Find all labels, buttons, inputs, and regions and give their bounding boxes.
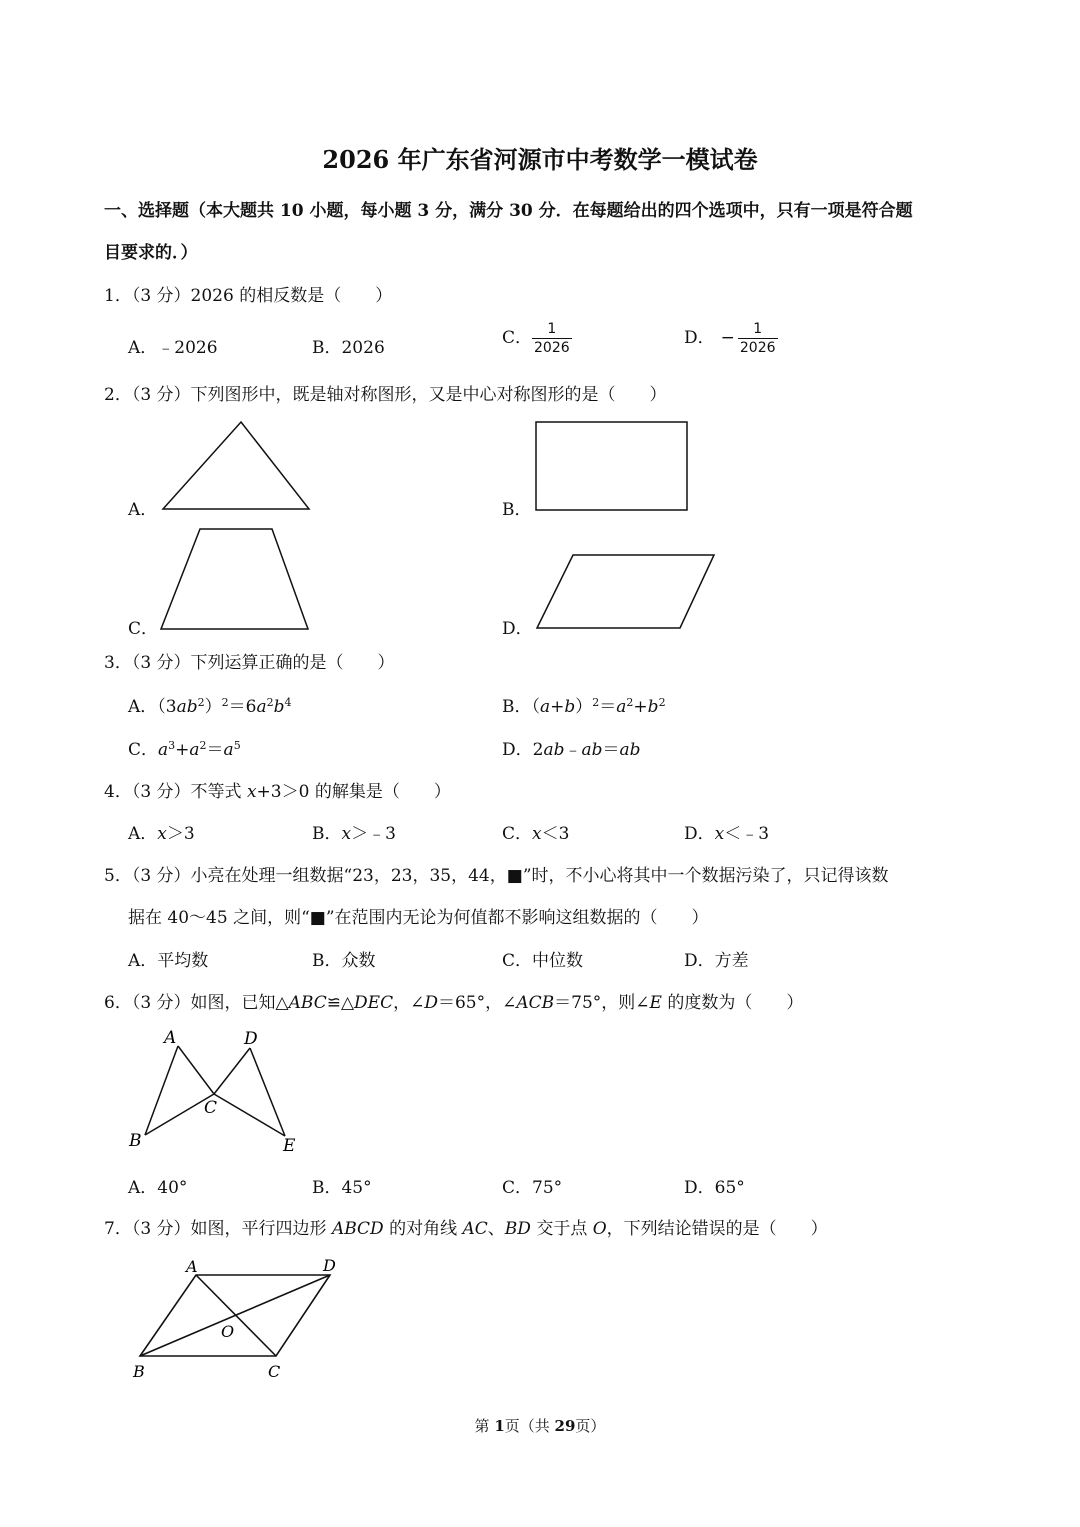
section-heading-line2: 目要求的．） [104, 243, 198, 263]
q6-option-d: D．65° [684, 1178, 745, 1198]
q3-option-c-label: C． [128, 740, 159, 760]
q4-stem [104, 777, 451, 802]
q4-option-c-text: ＜3 [541, 824, 570, 844]
q6-triangles-figure [124, 1024, 304, 1158]
q7-mid1: 的对角线 [383, 1219, 463, 1239]
q5-stem-line1: 5．（3 分）小亮在处理一组数据“23，23，35，44，■”时，不小心将其中一个数据污染了，只记得该数 [104, 866, 889, 886]
q4-option-a: A．x＞3 [128, 824, 195, 844]
q4-option-d: D．x＜﹣3 [684, 824, 770, 844]
q6-eq2: ＝75°，则∠ [554, 993, 650, 1013]
q2-stem: 2．（3 分）下列图形中，既是轴对称图形，又是中心对称图形的是（ ） [104, 385, 667, 405]
q7-ac: AC [462, 1219, 488, 1239]
q6-label-c: C [204, 1098, 218, 1118]
q6-label-a: A [164, 1028, 177, 1048]
q3-option-a: A．$(3ab^2)^2=6a^2b^4$ [128, 696, 292, 717]
q5-stem-line2: 据在 40～45 之间，则“■”在范围内无论为何值都不影响这组数据的（ ） [128, 908, 709, 928]
q6-e: E [649, 993, 662, 1013]
q7-sep: 、 [487, 1219, 505, 1239]
q6-mid: ，∠ [393, 993, 425, 1013]
q4-stem-a: 4．（3 分）不等式 [104, 782, 247, 802]
q7-label-a: A [186, 1257, 198, 1276]
q1-option-d-label: D． [684, 328, 715, 348]
q7-label-c: C [268, 1362, 281, 1381]
q6-option-a: A．40° [128, 1178, 188, 1198]
q2-triangle-figure [158, 418, 314, 514]
q5-option-d: D．方差 [684, 951, 749, 971]
q6-stem-a: 6．（3 分）如图，已知△ [104, 993, 289, 1013]
page-title: 2026 年广东省河源市中考数学一模试卷 [322, 145, 758, 174]
q2-option-a: A． [128, 500, 158, 520]
q4-option-a-text: ＞3 [166, 824, 195, 844]
q1-d-denominator: 2026 [739, 340, 776, 356]
q2-trapezoid-figure [156, 524, 312, 634]
q6-stem [104, 988, 803, 1013]
q6-abc: ABC [288, 993, 327, 1013]
q6-cong: ≌△ [326, 993, 355, 1013]
q3-option-d: D．2ab﹣ab＝ab [502, 740, 641, 760]
q4-option-d-text: ＜﹣3 [724, 824, 770, 844]
q6-label-b: B [129, 1131, 142, 1151]
q1-option-b: B．2026 [312, 338, 385, 358]
q7-stem-a: 7．（3 分）如图，平行四边形 [104, 1219, 332, 1239]
q7-bd: BD [504, 1219, 531, 1239]
q3-option-d-label: D．2 [502, 740, 544, 760]
q1-option-c-label: C． [502, 328, 533, 348]
q2-option-c: C． [128, 619, 159, 639]
q6-label-e: E [283, 1136, 296, 1156]
q6-dec: DEC [354, 993, 394, 1013]
q4-option-c: C．x＜3 [502, 824, 570, 844]
q6-label-d: D [244, 1029, 258, 1049]
q7-label-b: B [133, 1362, 145, 1381]
footer-suffix: 页） [575, 1417, 606, 1435]
q6-acb: ACB [516, 993, 555, 1013]
q1-option-c-fraction [532, 320, 572, 357]
q7-label-d: D [323, 1256, 336, 1275]
q1-stem: 1．（3 分）2026 的相反数是（ ） [104, 286, 393, 306]
q1-option-a: A．﹣2026 [128, 338, 218, 358]
q1-option-d-fraction [738, 320, 778, 357]
q6-eq1: ＝65°，∠ [437, 993, 517, 1013]
q7-stem [104, 1214, 828, 1239]
q2-option-d: D． [502, 619, 533, 639]
q3-option-a-label: A．（3 [128, 697, 177, 717]
footer-prefix: 第 [474, 1417, 495, 1435]
q7-tail: ，下列结论错误的是（ ） [606, 1219, 828, 1239]
q1-option-c [502, 320, 572, 357]
q4-stem-x: x [246, 782, 257, 802]
q4-stem-b: +3＞0 的解集是（ ） [256, 782, 451, 802]
q7-parallelogram-figure [124, 1252, 350, 1386]
q3-option-c: C．$a^3+a^2=a^5$ [128, 739, 241, 760]
q1-c-numerator: 1 [532, 320, 572, 339]
q7-o: O [592, 1219, 607, 1239]
q3-option-b-label: B．（ [502, 697, 540, 717]
q6-option-c: C．75° [502, 1178, 563, 1198]
q6-tail: 的度数为（ ） [661, 993, 804, 1013]
q7-mid2: 交于点 [530, 1219, 593, 1239]
q2-option-b: B． [502, 500, 532, 520]
footer-total-pages: 29 [554, 1417, 576, 1435]
section-heading-line1: 一、选择题（本大题共 10 小题，每小题 3 分，满分 30 分．在每题给出的四个选项中，只有一项是符合题 [104, 201, 913, 221]
q3-stem: 3．（3 分）下列运算正确的是（ ） [104, 653, 395, 673]
q5-option-c: C．中位数 [502, 951, 584, 971]
q1-d-numerator: 1 [738, 320, 778, 339]
q4-option-b: B．x＞﹣3 [312, 824, 396, 844]
q5-option-b: B．众数 [312, 951, 376, 971]
q3-option-b: B．$(a+b)^2=a^2+b^2$ [502, 696, 666, 717]
q1-c-denominator: 2026 [534, 340, 570, 356]
q7-abcd: ABCD [331, 1219, 384, 1239]
q7-label-o: O [221, 1322, 235, 1341]
q2-parallelogram-figure [532, 550, 720, 634]
q6-option-b: B．45° [312, 1178, 372, 1198]
q6-d: D [424, 993, 438, 1013]
q4-option-b-text: ＞﹣3 [351, 824, 396, 844]
q1-option-d [684, 320, 778, 357]
q5-option-a: A．平均数 [128, 951, 209, 971]
q1-d-minus-sign: − [720, 328, 735, 348]
q2-rectangle-figure [530, 418, 692, 514]
footer-page-number: 1 [494, 1417, 505, 1435]
page-footer [0, 1415, 1080, 1436]
footer-middle: 页（共 [504, 1417, 555, 1435]
